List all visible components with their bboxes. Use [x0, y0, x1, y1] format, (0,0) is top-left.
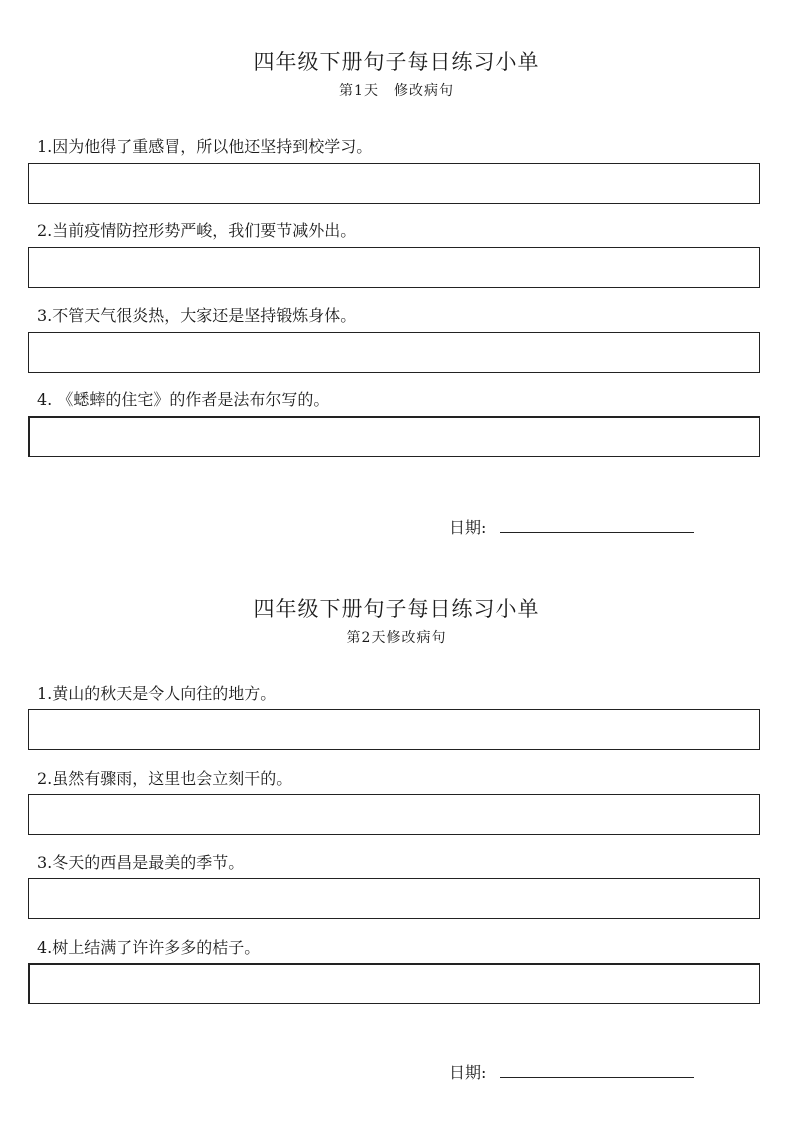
- answer-box-3[interactable]: [28, 332, 760, 373]
- answer-box-3[interactable]: [28, 878, 760, 919]
- date-label: 日期:: [449, 518, 487, 537]
- answer-box-1[interactable]: [28, 163, 760, 204]
- answer-box-1[interactable]: [28, 709, 760, 750]
- answer-box-4[interactable]: [28, 416, 760, 457]
- worksheet-title: 四年级下册句子每日练习小单: [253, 50, 540, 74]
- question-1: 1.因为他得了重感冒，所以他还坚持到校学习。: [37, 137, 373, 156]
- worksheet-subtitle: 第1天 修改病句: [339, 83, 454, 99]
- question-3: 3.不管天气很炎热，大家还是坚持锻炼身体。: [37, 306, 357, 325]
- question-2: 2.虽然有骤雨，这里也会立刻干的。: [37, 769, 293, 788]
- worksheet-subtitle: 第2天修改病句: [346, 630, 447, 646]
- question-1: 1.黄山的秋天是令人向往的地方。: [37, 684, 277, 703]
- question-4: 4. 《蟋蟀的住宅》的作者是法布尔写的。: [37, 390, 330, 409]
- question-2: 2.当前疫情防控形势严峻，我们要节减外出。: [37, 221, 357, 240]
- answer-box-2[interactable]: [28, 247, 760, 288]
- date-blank[interactable]: [500, 1077, 694, 1078]
- answer-box-4[interactable]: [28, 963, 760, 1004]
- question-3: 3.冬天的西昌是最美的季节。: [37, 853, 245, 872]
- answer-box-2[interactable]: [28, 794, 760, 835]
- date-label: 日期:: [449, 1063, 487, 1082]
- worksheet-title: 四年级下册句子每日练习小单: [253, 597, 540, 621]
- date-blank[interactable]: [500, 532, 694, 533]
- question-4: 4.树上结满了许许多多的桔子。: [37, 938, 261, 957]
